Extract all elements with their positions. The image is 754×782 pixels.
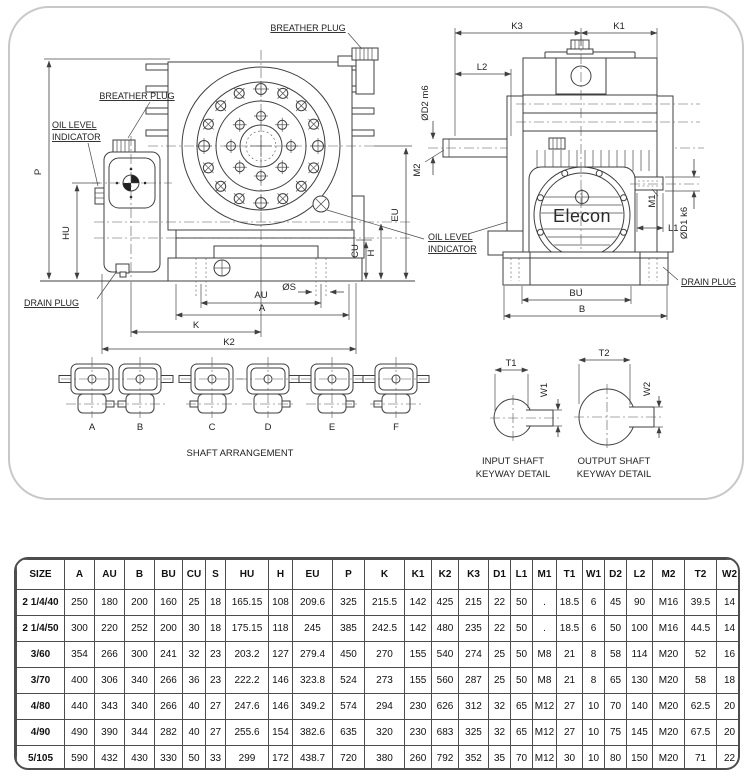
side-view <box>412 21 736 320</box>
value-cell: 312 <box>459 694 489 720</box>
dimension-table <box>16 559 740 770</box>
value-cell: 90 <box>627 590 653 616</box>
value-cell: 45 <box>605 590 627 616</box>
table-row-4-80 <box>17 694 741 720</box>
value-cell: 67.5 <box>685 720 717 746</box>
value-cell: 203.2 <box>226 642 269 668</box>
side-base <box>503 252 668 285</box>
table-row-5-105 <box>17 746 741 771</box>
value-cell: 635 <box>333 720 365 746</box>
value-cell: 230 <box>405 720 432 746</box>
value-cell: 100 <box>627 616 653 642</box>
value-cell: 306 <box>95 668 125 694</box>
value-cell: M12 <box>533 720 557 746</box>
dim-bu: BU <box>569 288 583 299</box>
dim-d2: ØD2 m6 <box>420 85 431 121</box>
value-cell: 270 <box>365 642 405 668</box>
value-cell: 142 <box>405 616 432 642</box>
value-cell: 200 <box>155 616 183 642</box>
value-cell: 18 <box>206 616 226 642</box>
value-cell: 114 <box>627 642 653 668</box>
value-cell: 160 <box>155 590 183 616</box>
value-cell: 8 <box>583 668 605 694</box>
value-cell: 50 <box>511 668 533 694</box>
size-cell: 2 1/4/50 <box>17 616 65 642</box>
value-cell: 250 <box>65 590 95 616</box>
value-cell: 245 <box>293 616 333 642</box>
output-keyway-diagram <box>574 348 663 480</box>
value-cell: 127 <box>269 642 293 668</box>
column-header-eu: EU <box>293 560 333 590</box>
keyway-details <box>476 348 663 480</box>
breather-plug-side-part <box>113 140 135 152</box>
value-cell: 172 <box>269 746 293 771</box>
value-cell: 10 <box>583 746 605 771</box>
value-cell: 300 <box>125 642 155 668</box>
value-cell: 282 <box>155 720 183 746</box>
value-cell: 18.5 <box>557 590 583 616</box>
value-cell: 432 <box>95 746 125 771</box>
value-cell: 220 <box>95 616 125 642</box>
value-cell: 175.15 <box>226 616 269 642</box>
value-cell: 21 <box>557 668 583 694</box>
value-cell: 75 <box>605 720 627 746</box>
value-cell: 222.2 <box>226 668 269 694</box>
value-cell: 23 <box>206 668 226 694</box>
value-cell: 71 <box>685 746 717 771</box>
oil-level-label-2: INDICATOR <box>52 132 101 142</box>
table-row-3-70 <box>17 668 741 694</box>
value-cell: 209.6 <box>293 590 333 616</box>
value-cell: 242.5 <box>365 616 405 642</box>
input-keyway-caption-1: INPUT SHAFT <box>481 456 545 467</box>
value-cell: 320 <box>365 720 405 746</box>
value-cell: 70 <box>605 694 627 720</box>
column-header-t2: T2 <box>685 560 717 590</box>
shaft-arrangement-section <box>59 357 429 459</box>
value-cell: 155 <box>405 642 432 668</box>
dim-t2: T2 <box>598 348 610 359</box>
shaft-arrangement-unit-A <box>59 357 123 433</box>
value-cell: 340 <box>125 694 155 720</box>
value-cell: 524 <box>333 668 365 694</box>
column-header-w1: W1 <box>583 560 605 590</box>
column-header-w2: W2 <box>717 560 741 590</box>
value-cell: 266 <box>95 642 125 668</box>
dim-a: A <box>258 303 266 314</box>
value-cell: M20 <box>653 642 685 668</box>
value-cell: 352 <box>459 746 489 771</box>
oil-sight-glass <box>95 188 104 204</box>
table-row-2-1-4-40 <box>17 590 741 616</box>
column-header-size: SIZE <box>17 560 65 590</box>
value-cell: 146 <box>269 668 293 694</box>
drain-plug-front-label: DRAIN PLUG <box>24 298 80 308</box>
value-cell: 8 <box>583 642 605 668</box>
value-cell: 200 <box>125 590 155 616</box>
input-keyway-caption-2: KEYWAY DETAIL <box>475 469 551 480</box>
value-cell: 425 <box>432 590 459 616</box>
front-view <box>24 23 576 354</box>
column-header-l2: L2 <box>627 560 653 590</box>
value-cell: 490 <box>65 720 95 746</box>
value-cell: 25 <box>489 642 511 668</box>
input-gearbox <box>95 140 160 277</box>
value-cell: 215.5 <box>365 590 405 616</box>
shaft-arrangement-label: A <box>88 422 96 433</box>
shaft-arrangement-label: B <box>136 422 144 433</box>
column-header-p: P <box>333 560 365 590</box>
value-cell: M12 <box>533 746 557 771</box>
value-cell: 340 <box>125 668 155 694</box>
value-cell: 385 <box>333 616 365 642</box>
column-header-k2: K2 <box>432 560 459 590</box>
input-keyway-diagram <box>476 358 562 480</box>
table-row-4-90 <box>17 720 741 746</box>
size-cell: 4/90 <box>17 720 65 746</box>
value-cell: 382.6 <box>293 720 333 746</box>
value-cell: 294 <box>365 694 405 720</box>
value-cell: 235 <box>459 616 489 642</box>
oil-level-right-label-1: OIL LEVEL <box>428 232 473 242</box>
dimension-table-panel <box>14 557 740 770</box>
table-row-2-1-4-50 <box>17 616 741 642</box>
value-cell: 380 <box>365 746 405 771</box>
value-cell: 36 <box>183 668 206 694</box>
value-cell: 155 <box>405 668 432 694</box>
value-cell: 32 <box>489 694 511 720</box>
column-header-cu: CU <box>183 560 206 590</box>
dim-k: K <box>192 320 200 331</box>
value-cell: 39.5 <box>685 590 717 616</box>
value-cell: 300 <box>65 616 95 642</box>
column-header-s: S <box>206 560 226 590</box>
value-cell: 287 <box>459 668 489 694</box>
value-cell: 50 <box>183 746 206 771</box>
output-keyway-caption-2: KEYWAY DETAIL <box>576 469 652 480</box>
value-cell: 80 <box>605 746 627 771</box>
column-header-d2: D2 <box>605 560 627 590</box>
value-cell: 27 <box>557 720 583 746</box>
value-cell: 480 <box>432 616 459 642</box>
column-header-bu: BU <box>155 560 183 590</box>
value-cell: M12 <box>533 694 557 720</box>
value-cell: M16 <box>653 616 685 642</box>
value-cell: 23 <box>206 642 226 668</box>
value-cell: M20 <box>653 720 685 746</box>
dim-l2: L2 <box>476 62 488 73</box>
dim-d1: ØD1 k6 <box>679 206 690 240</box>
value-cell: 325 <box>333 590 365 616</box>
dim-m1: M1 <box>647 194 658 208</box>
value-cell: 255.6 <box>226 720 269 746</box>
shaft-arrangement-unit-C <box>179 357 243 433</box>
value-cell: 349.2 <box>293 694 333 720</box>
mounting-base <box>168 230 362 296</box>
dim-h: H <box>366 249 377 257</box>
column-header-au: AU <box>95 560 125 590</box>
value-cell: 20 <box>717 694 741 720</box>
shaft-arrangement-unit-E <box>299 357 365 433</box>
table-header-row <box>17 560 741 590</box>
size-cell: 3/70 <box>17 668 65 694</box>
value-cell: 32 <box>183 642 206 668</box>
value-cell: 574 <box>333 694 365 720</box>
value-cell: 145 <box>627 720 653 746</box>
value-cell: 330 <box>155 746 183 771</box>
value-cell: 21 <box>557 642 583 668</box>
shaft-arrangement-label: F <box>393 422 399 433</box>
value-cell: 165.15 <box>226 590 269 616</box>
value-cell: 50 <box>605 616 627 642</box>
dim-os: ØS <box>282 282 296 293</box>
value-cell: 150 <box>627 746 653 771</box>
value-cell: 65 <box>511 694 533 720</box>
size-cell: 4/80 <box>17 694 65 720</box>
drain-plug-side-label: DRAIN PLUG <box>681 277 737 287</box>
value-cell: . <box>533 616 557 642</box>
dim-m2: M2 <box>412 163 423 177</box>
value-cell: 22 <box>717 746 741 771</box>
oil-level-label-1: OIL LEVEL <box>52 120 97 130</box>
oil-level-right-label-2: INDICATOR <box>428 244 477 254</box>
shaft-arrangement-label: D <box>264 422 272 433</box>
column-header-t1: T1 <box>557 560 583 590</box>
dim-b: B <box>578 304 586 315</box>
dim-k3: K3 <box>511 21 523 32</box>
value-cell: 10 <box>583 694 605 720</box>
value-cell: M16 <box>653 590 685 616</box>
value-cell: 18 <box>206 590 226 616</box>
value-cell: 44.5 <box>685 616 717 642</box>
size-cell: 2 1/4/40 <box>17 590 65 616</box>
value-cell: 323.8 <box>293 668 333 694</box>
column-header-b: B <box>125 560 155 590</box>
value-cell: 25 <box>183 590 206 616</box>
shaft-arrangement-label: E <box>328 422 336 433</box>
value-cell: 266 <box>155 668 183 694</box>
value-cell: 299 <box>226 746 269 771</box>
shaft-arrangement-label: C <box>208 422 216 433</box>
value-cell: 354 <box>65 642 95 668</box>
top-plug <box>567 40 593 54</box>
size-cell: 3/60 <box>17 642 65 668</box>
value-cell: M8 <box>533 668 557 694</box>
value-cell: 683 <box>432 720 459 746</box>
value-cell: 720 <box>333 746 365 771</box>
value-cell: 230 <box>405 694 432 720</box>
value-cell: 438.7 <box>293 746 333 771</box>
dim-w2: W2 <box>642 381 653 397</box>
dim-hu: HU <box>61 226 72 240</box>
value-cell: 260 <box>405 746 432 771</box>
value-cell: 18 <box>717 668 741 694</box>
size-cell: 5/105 <box>17 746 65 771</box>
column-header-m1: M1 <box>533 560 557 590</box>
breather-plug-mid <box>549 138 565 149</box>
value-cell: 52 <box>685 642 717 668</box>
value-cell: 30 <box>557 746 583 771</box>
value-cell: 430 <box>125 746 155 771</box>
value-cell: 6 <box>583 616 605 642</box>
breather-plug-top-label: BREATHER PLUG <box>270 23 346 33</box>
value-cell: 40 <box>183 694 206 720</box>
value-cell: 343 <box>95 694 125 720</box>
value-cell: 14 <box>717 616 741 642</box>
value-cell: 146 <box>269 694 293 720</box>
value-cell: 20 <box>717 720 741 746</box>
output-shaft-stub <box>635 177 663 190</box>
value-cell: 590 <box>65 746 95 771</box>
value-cell: 108 <box>269 590 293 616</box>
column-header-hu: HU <box>226 560 269 590</box>
value-cell: 33 <box>206 746 226 771</box>
shaft-arrangement-unit-D <box>237 357 301 433</box>
value-cell: 400 <box>65 668 95 694</box>
value-cell: 30 <box>183 616 206 642</box>
value-cell: 6 <box>583 590 605 616</box>
value-cell: 344 <box>125 720 155 746</box>
value-cell: 35 <box>489 746 511 771</box>
dim-au: AU <box>254 290 268 301</box>
value-cell: 440 <box>65 694 95 720</box>
value-cell: 154 <box>269 720 293 746</box>
table-row-3-60 <box>17 642 741 668</box>
column-header-l1: L1 <box>511 560 533 590</box>
column-header-k3: K3 <box>459 560 489 590</box>
value-cell: . <box>533 590 557 616</box>
value-cell: 626 <box>432 694 459 720</box>
value-cell: 32 <box>489 720 511 746</box>
value-cell: M20 <box>653 668 685 694</box>
value-cell: 118 <box>269 616 293 642</box>
value-cell: 18.5 <box>557 616 583 642</box>
column-header-m2: M2 <box>653 560 685 590</box>
value-cell: M8 <box>533 642 557 668</box>
value-cell: 50 <box>511 642 533 668</box>
value-cell: 22 <box>489 616 511 642</box>
value-cell: 252 <box>125 616 155 642</box>
value-cell: 450 <box>333 642 365 668</box>
value-cell: 14 <box>717 590 741 616</box>
dim-w1: W1 <box>539 382 550 398</box>
value-cell: 70 <box>511 746 533 771</box>
value-cell: 27 <box>206 720 226 746</box>
dim-p: P <box>33 168 44 176</box>
value-cell: 273 <box>365 668 405 694</box>
value-cell: 40 <box>183 720 206 746</box>
value-cell: 22 <box>489 590 511 616</box>
value-cell: 27 <box>206 694 226 720</box>
column-header-k: K <box>365 560 405 590</box>
value-cell: 58 <box>605 642 627 668</box>
value-cell: 58 <box>685 668 717 694</box>
value-cell: 50 <box>511 590 533 616</box>
value-cell: 142 <box>405 590 432 616</box>
value-cell: M20 <box>653 694 685 720</box>
value-cell: 325 <box>459 720 489 746</box>
value-cell: 25 <box>489 668 511 694</box>
value-cell: 279.4 <box>293 642 333 668</box>
value-cell: 27 <box>557 694 583 720</box>
shaft-arrangement-title: SHAFT ARRANGEMENT <box>186 448 294 459</box>
value-cell: 180 <box>95 590 125 616</box>
value-cell: 560 <box>432 668 459 694</box>
value-cell: 140 <box>627 694 653 720</box>
breather-plug-side-label: BREATHER PLUG <box>99 91 175 101</box>
dim-k2: K2 <box>223 337 235 348</box>
value-cell: 10 <box>583 720 605 746</box>
column-header-d1: D1 <box>489 560 511 590</box>
column-header-h: H <box>269 560 293 590</box>
column-header-a: A <box>65 560 95 590</box>
value-cell: 16 <box>717 642 741 668</box>
drain-plug-front-part <box>116 264 129 277</box>
value-cell: 215 <box>459 590 489 616</box>
value-cell: 241 <box>155 642 183 668</box>
value-cell: 65 <box>511 720 533 746</box>
column-header-k1: K1 <box>405 560 432 590</box>
value-cell: 266 <box>155 694 183 720</box>
oil-level-indicator-front <box>313 196 329 212</box>
dim-cu: CU <box>350 244 361 258</box>
value-cell: 247.6 <box>226 694 269 720</box>
dim-t1: T1 <box>505 358 517 369</box>
shaft-arrangement-unit-B <box>109 357 173 433</box>
value-cell: 540 <box>432 642 459 668</box>
value-cell: M20 <box>653 746 685 771</box>
brand-logo: Elecon <box>552 206 612 226</box>
dim-k1: K1 <box>613 21 625 32</box>
value-cell: 65 <box>605 668 627 694</box>
dim-l1: L1 <box>668 223 679 234</box>
value-cell: 390 <box>95 720 125 746</box>
value-cell: 62.5 <box>685 694 717 720</box>
dim-eu: EU <box>390 208 401 222</box>
value-cell: 50 <box>511 616 533 642</box>
value-cell: 792 <box>432 746 459 771</box>
value-cell: 130 <box>627 668 653 694</box>
output-keyway-caption-1: OUTPUT SHAFT <box>577 456 651 467</box>
shaft-arrangement-unit-F <box>363 357 429 433</box>
value-cell: 274 <box>459 642 489 668</box>
